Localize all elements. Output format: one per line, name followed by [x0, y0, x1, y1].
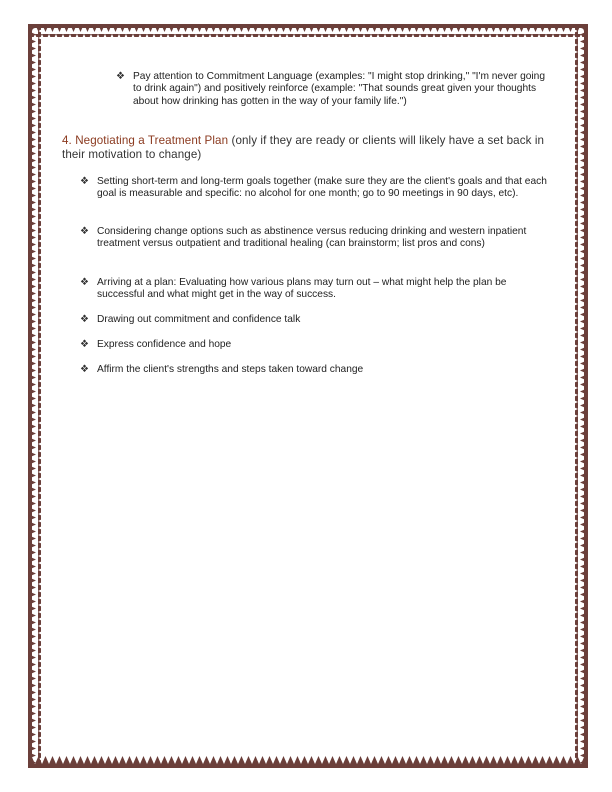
list-item: [80, 277, 542, 302]
section-subtitle: (only if they are ready or clients will likely have a set back in their motivation to change): [62, 134, 545, 161]
section-heading: [62, 134, 562, 162]
list-item-text: Drawing out commitment and confidence talk: [97, 314, 301, 325]
border-bottom-triangles: [28, 755, 588, 764]
list-item: [80, 339, 542, 351]
diamond-bullet-icon: ❖: [80, 339, 89, 350]
border-left-triangles: [32, 28, 41, 764]
border-right-band: [584, 24, 588, 768]
bullet-text: Pay attention to Commitment Language (examples: "I might stop drinking," "I'm never going to drink again") and positively reinforce (example: "That sounds great given your thoughts about how drinking has gotten in the way of your family life."): [133, 71, 546, 107]
border-bottom-band: [28, 764, 588, 768]
diamond-bullet-icon: ❖: [80, 364, 89, 375]
list-item: [80, 176, 555, 201]
list-item: [80, 226, 529, 251]
diamond-bullet-icon: ❖: [80, 277, 89, 288]
list-item-text: Setting short-term and long-term goals together (make sure they are the client's goals and that each goal is measurable and specific: no alcohol for one month; go to 90 meetings in 90 days, etc).: [97, 176, 547, 200]
border-top-triangles: [28, 28, 588, 37]
list-item-text: Arriving at a plan: Evaluating how various plans may turn out – what might help the plan be successful and what might get in the way of success.: [97, 277, 507, 301]
list-item: [80, 364, 542, 376]
diamond-bullet-icon: ❖: [80, 226, 89, 237]
diamond-bullet-icon: ❖: [80, 314, 89, 325]
border-left-band: [28, 24, 32, 768]
section-title: 4. Negotiating a Treatment Plan: [62, 134, 229, 147]
border-top-band: [28, 24, 588, 28]
list-item-text: Express confidence and hope: [97, 339, 232, 350]
list-item: [80, 314, 542, 326]
border-right-triangles: [575, 28, 584, 764]
commitment-language-bullet: [116, 71, 555, 108]
list-item-text: Affirm the client's strengths and steps taken toward change: [97, 364, 364, 375]
diamond-bullet-icon: ❖: [80, 176, 89, 187]
list-item-text: Considering change options such as abstinence versus reducing drinking and western inpatient treatment versus outpatient and traditional healing (can brainstorm; list pros and cons): [97, 226, 527, 250]
diamond-bullet-icon: ❖: [116, 71, 125, 82]
